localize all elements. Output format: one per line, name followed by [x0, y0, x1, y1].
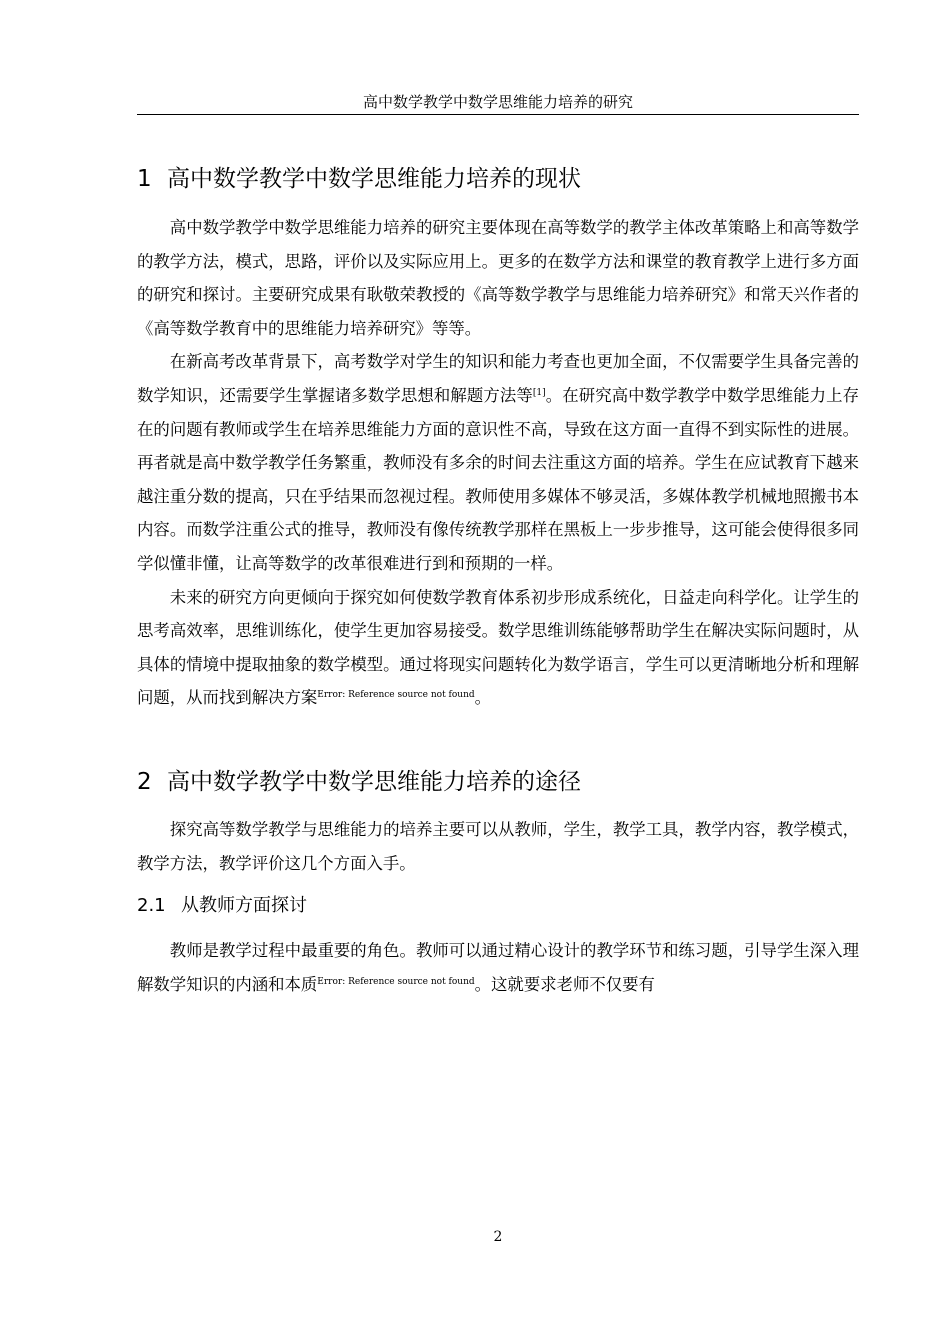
section-2-number: 2: [137, 768, 152, 795]
paragraph-text: 在新高考改革背景下，高考数学对学生的知识和能力考查也更加全面，不仅需要学生具备完善的数学知识，还需要学生掌握诸多数学思想和解题方法等: [137, 352, 859, 405]
subsection-2-1-paragraph-1: [137, 934, 859, 1001]
paragraph-text: 教师是教学过程中最重要的角色。教师可以通过精心设计的教学环节和练习题，引导学生深入理解数学知识的内涵和本质: [137, 941, 859, 994]
reference-error-note: Error: Reference source not found: [317, 690, 475, 701]
paragraph-text: 。在研究高中数学教学中数学思维能力上存在的问题有教师或学生在培养思维能力方面的意识性不高，导致在这方面一直得不到实际性的进展。再者就是高中数学教学任务繁重，教师没有多余的时间去注重这方面的培养。学生在应试教育下越来越注重分数的提高，只在乎结果而忽视过程。教师使用多媒体不够灵活，多媒体教学机械地照搬书本内容。而数学注重公式的推导，教师没有像传统教学那样在黑板上一步步推导，这可能会使得很多同学似懂非懂，让高等数学的改革很难进行到和预期的一样。: [137, 385, 859, 573]
running-header: 高中数学教学中数学思维能力培养的研究: [362, 93, 633, 111]
section-1-number: 1: [137, 166, 152, 192]
subsection-2-1-heading: [137, 892, 859, 920]
subsection-2-1-title: 从教师方面探讨: [181, 895, 307, 917]
subsection-2-1-number: 2.1: [137, 895, 166, 917]
section-1-paragraph-1: 高中数学教学中数学思维能力培养的研究主要体现在高等数学的教学主体改革策略上和高等数学的教学方法，模式，思路，评价以及实际应用上。更多的在数学方法和课堂的教育教学上进行多方面的研究和探讨。主要研究成果有耿敬荣教授的《高等数学教学与思维能力培养研究》和常天兴作者的《高等数学教育中的思维能力培养研究》等等。: [137, 218, 859, 338]
section-2-heading: [137, 765, 859, 799]
citation-reference: [1]: [532, 387, 546, 398]
section-1-paragraph-3: [137, 581, 859, 715]
section-1-heading: [137, 162, 859, 196]
section-1-title: 高中数学教学中数学思维能力培养的现状: [167, 166, 581, 192]
section-2-paragraph-1: 探究高等数学教学与思维能力的培养主要可以从教师，学生，教学工具，教学内容，教学模式，教学方法，教学评价这几个方面入手。: [137, 819, 859, 873]
page-content: [137, 162, 859, 1001]
section-2-title: 高中数学教学中数学思维能力培养的途径: [167, 768, 581, 795]
page-number: 2: [493, 1229, 503, 1245]
reference-error-note: Error: Reference source not found: [317, 976, 475, 987]
section-1-paragraph-2: [137, 345, 859, 580]
paragraph-text: 未来的研究方向更倾向于探究如何使数学教育体系初步形成系统化，日益走向科学化。让学生的思考高效率，思维训练化，使学生更加容易接受。数学思维训练能够帮助学生在解决实际问题时，从具体的情境中提取抽象的数学模型。通过将现实问题转化为数学语言，学生可以更清晰地分析和理解问题，从而找到解决方案: [137, 587, 859, 708]
paragraph-text: 。这就要求老师不仅要有: [474, 974, 655, 994]
paragraph-text: 。: [474, 688, 492, 708]
header-divider: [137, 114, 859, 115]
